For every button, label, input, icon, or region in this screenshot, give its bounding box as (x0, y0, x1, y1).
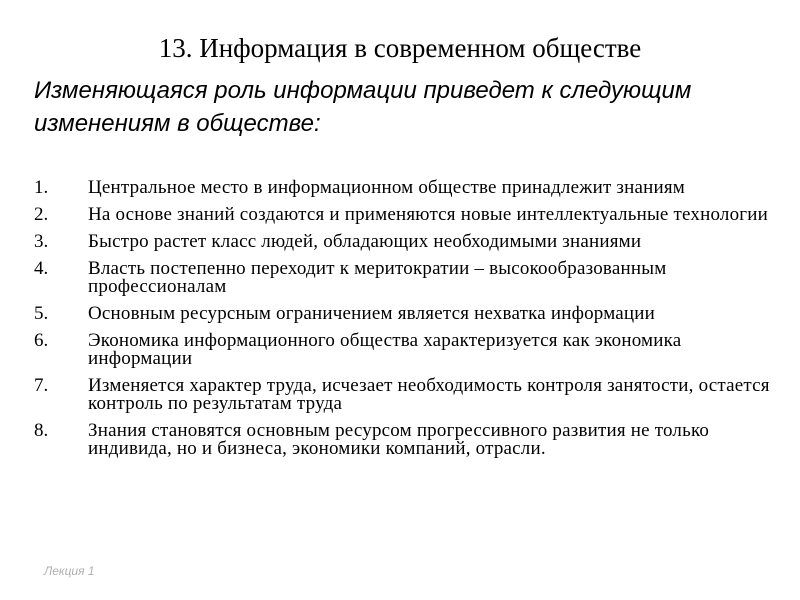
slide-subtitle: Изменяющаяся роль информации приведет к следующим изменениям в обществе: (34, 77, 692, 137)
list-item-number: 4. (34, 258, 49, 279)
list-item (34, 179, 774, 197)
list-item (34, 260, 774, 296)
list-item-number: 6. (34, 330, 49, 351)
list-item-number: 5. (34, 303, 49, 324)
list-item-text: Центральное место в информационном обществе принадлежит знаниям (88, 177, 685, 198)
list-item (34, 422, 774, 458)
list-item-text: На основе знаний создаются и применяются новые интеллектуальные технологии (88, 204, 769, 225)
list-item (34, 233, 774, 251)
changes-list (34, 179, 774, 467)
list-item (34, 332, 774, 368)
list-item-text: Основным ресурсным ограничением является нехватка информации (88, 303, 656, 324)
slide-footer: Лекция 1 (44, 564, 95, 578)
list-item-text: Знания становятся основным ресурсом прогрессивного развития не только индивида, но и бизнеса, экономики компаний, отрасли. (88, 420, 710, 459)
list-item (34, 377, 774, 413)
list-item-number: 3. (34, 231, 49, 252)
list-item-number: 2. (34, 204, 49, 225)
list-item-text: Изменяется характер труда, исчезает необходимость контроля занятости, остается контроль по результатам труда (88, 375, 770, 414)
list-item (34, 206, 774, 224)
list-item-number: 8. (34, 420, 49, 441)
list-item (34, 305, 774, 323)
list-item-text: Быстро растет класс людей, обладающих необходимыми знаниями (88, 231, 642, 252)
list-item-number: 7. (34, 375, 49, 396)
slide-title: 13. Информация в современном обществе (158, 33, 642, 63)
list-item-text: Власть постепенно переходит к меритократии – высокообразованным профессионалам (88, 258, 667, 297)
list-item-number: 1. (34, 177, 49, 198)
list-item-text: Экономика информационного общества характеризуется как экономика информации (88, 330, 682, 369)
